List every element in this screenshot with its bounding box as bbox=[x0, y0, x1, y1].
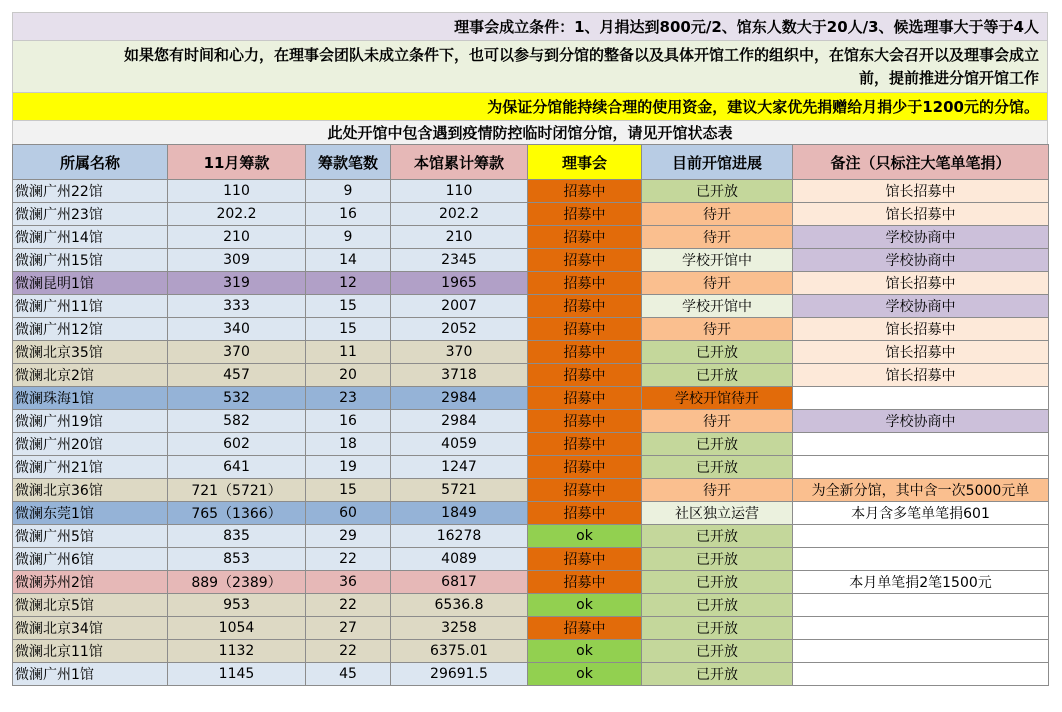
cell-cumulative-funds[interactable]: 4089 bbox=[391, 548, 528, 571]
cell-council-status[interactable]: 招募中 bbox=[528, 203, 642, 226]
cell-november-funds[interactable]: 1145 bbox=[168, 663, 306, 686]
cell-november-funds[interactable]: 765（1366） bbox=[168, 502, 306, 525]
cell-donation-count[interactable]: 27 bbox=[306, 617, 391, 640]
council-conditions-banner: 理事会成立条件：1、月捐达到800元/2、馆东人数大于20人/3、候选理事大于等于4人 bbox=[12, 12, 1048, 40]
cell-branch-name[interactable]: 微澜广州23馆 bbox=[13, 203, 168, 226]
cell-note[interactable]: 馆长招募中 bbox=[793, 341, 1049, 364]
header-notes[interactable]: 备注（只标注大笔单笔捐） bbox=[793, 145, 1049, 180]
cell-donation-count[interactable]: 22 bbox=[306, 548, 391, 571]
cell-branch-name[interactable]: 微澜广州21馆 bbox=[13, 456, 168, 479]
cell-note[interactable] bbox=[793, 617, 1049, 640]
table-row bbox=[13, 456, 1049, 479]
cell-donation-count[interactable]: 15 bbox=[306, 295, 391, 318]
cell-branch-name[interactable]: 微澜广州6馆 bbox=[13, 548, 168, 571]
table-row bbox=[13, 318, 1049, 341]
cell-cumulative-funds[interactable]: 2052 bbox=[391, 318, 528, 341]
table-row bbox=[13, 479, 1049, 502]
cell-cumulative-funds[interactable]: 1965 bbox=[391, 272, 528, 295]
cell-donation-count[interactable]: 14 bbox=[306, 249, 391, 272]
cell-donation-count[interactable]: 36 bbox=[306, 571, 391, 594]
spreadsheet bbox=[12, 12, 1048, 686]
cell-council-status[interactable]: ok bbox=[528, 594, 642, 617]
cell-note[interactable]: 馆长招募中 bbox=[793, 318, 1049, 341]
table-body bbox=[13, 180, 1049, 686]
cell-cumulative-funds[interactable]: 202.2 bbox=[391, 203, 528, 226]
cell-council-status[interactable]: 招募中 bbox=[528, 364, 642, 387]
cell-donation-count[interactable]: 12 bbox=[306, 272, 391, 295]
cell-note[interactable]: 本月单笔捐2笔1500元 bbox=[793, 571, 1049, 594]
cell-cumulative-funds[interactable]: 29691.5 bbox=[391, 663, 528, 686]
cell-november-funds[interactable]: 333 bbox=[168, 295, 306, 318]
cell-branch-name[interactable]: 微澜广州20馆 bbox=[13, 433, 168, 456]
cell-november-funds[interactable]: 835 bbox=[168, 525, 306, 548]
cell-branch-name[interactable]: 微澜珠海1馆 bbox=[13, 387, 168, 410]
cell-november-funds[interactable]: 202.2 bbox=[168, 203, 306, 226]
cell-cumulative-funds[interactable]: 2345 bbox=[391, 249, 528, 272]
cell-cumulative-funds[interactable]: 2007 bbox=[391, 295, 528, 318]
cell-opening-progress[interactable]: 已开放 bbox=[642, 548, 793, 571]
cell-note[interactable]: 馆长招募中 bbox=[793, 180, 1049, 203]
cell-donation-count[interactable]: 22 bbox=[306, 640, 391, 663]
header-november-funds[interactable]: 11月筹款 bbox=[168, 145, 306, 180]
cell-donation-count[interactable]: 29 bbox=[306, 525, 391, 548]
cell-note[interactable] bbox=[793, 663, 1049, 686]
table-row bbox=[13, 525, 1049, 548]
cell-council-status[interactable]: 招募中 bbox=[528, 433, 642, 456]
cell-council-status[interactable]: ok bbox=[528, 663, 642, 686]
cell-november-funds[interactable]: 457 bbox=[168, 364, 306, 387]
cell-council-status[interactable]: 招募中 bbox=[528, 341, 642, 364]
cell-note[interactable]: 馆长招募中 bbox=[793, 272, 1049, 295]
cell-note[interactable] bbox=[793, 456, 1049, 479]
cell-cumulative-funds[interactable]: 1849 bbox=[391, 502, 528, 525]
cell-branch-name[interactable]: 微澜苏州2馆 bbox=[13, 571, 168, 594]
cell-cumulative-funds[interactable]: 110 bbox=[391, 180, 528, 203]
cell-opening-progress[interactable]: 学校开馆中 bbox=[642, 249, 793, 272]
cell-note[interactable]: 馆长招募中 bbox=[793, 364, 1049, 387]
cell-opening-progress[interactable]: 学校开馆待开 bbox=[642, 387, 793, 410]
cell-donation-count[interactable]: 15 bbox=[306, 479, 391, 502]
cell-november-funds[interactable]: 1132 bbox=[168, 640, 306, 663]
cell-opening-progress[interactable]: 已开放 bbox=[642, 364, 793, 387]
cell-opening-progress[interactable]: 待开 bbox=[642, 226, 793, 249]
cell-cumulative-funds[interactable]: 6375.01 bbox=[391, 640, 528, 663]
cell-november-funds[interactable]: 853 bbox=[168, 548, 306, 571]
cell-donation-count[interactable]: 15 bbox=[306, 318, 391, 341]
cell-council-status[interactable]: ok bbox=[528, 525, 642, 548]
cell-november-funds[interactable]: 889（2389） bbox=[168, 571, 306, 594]
cell-branch-name[interactable]: 微澜广州11馆 bbox=[13, 295, 168, 318]
cell-opening-progress[interactable]: 已开放 bbox=[642, 456, 793, 479]
cell-donation-count[interactable]: 9 bbox=[306, 180, 391, 203]
advice-line-2: 前，提前推进分馆开馆工作 bbox=[858, 69, 1039, 87]
header-branch-name[interactable]: 所属名称 bbox=[13, 145, 168, 180]
advice-line-1: 如果您有时间和心力，在理事会团队未成立条件下，也可以参与到分馆的整备以及具体开馆工作的组织中，在馆东大会召开以及理事会成立 bbox=[123, 46, 1039, 64]
cell-council-status[interactable]: 招募中 bbox=[528, 479, 642, 502]
cell-opening-progress[interactable]: 已开放 bbox=[642, 571, 793, 594]
table-row bbox=[13, 203, 1049, 226]
donation-suggestion-banner: 为保证分馆能持续合理的使用资金，建议大家优先捐赠给月捐少于1200元的分馆。 bbox=[12, 92, 1048, 120]
cell-council-status[interactable]: 招募中 bbox=[528, 295, 642, 318]
table-row bbox=[13, 410, 1049, 433]
cell-branch-name[interactable]: 微澜广州22馆 bbox=[13, 180, 168, 203]
cell-cumulative-funds[interactable]: 210 bbox=[391, 226, 528, 249]
table-row bbox=[13, 663, 1049, 686]
cell-cumulative-funds[interactable]: 6536.8 bbox=[391, 594, 528, 617]
cell-note[interactable] bbox=[793, 433, 1049, 456]
cell-donation-count[interactable]: 11 bbox=[306, 341, 391, 364]
cell-note[interactable]: 本月含多笔单笔捐601 bbox=[793, 502, 1049, 525]
cell-cumulative-funds[interactable]: 2984 bbox=[391, 410, 528, 433]
cell-november-funds[interactable]: 953 bbox=[168, 594, 306, 617]
fundraising-table bbox=[12, 144, 1049, 686]
cell-branch-name[interactable]: 微澜广州19馆 bbox=[13, 410, 168, 433]
cell-november-funds[interactable]: 309 bbox=[168, 249, 306, 272]
cell-branch-name[interactable]: 微澜东莞1馆 bbox=[13, 502, 168, 525]
cell-donation-count[interactable]: 22 bbox=[306, 594, 391, 617]
cell-council-status[interactable]: 招募中 bbox=[528, 226, 642, 249]
table-row bbox=[13, 548, 1049, 571]
table-header-row bbox=[13, 145, 1049, 180]
cell-branch-name[interactable]: 微澜北京5馆 bbox=[13, 594, 168, 617]
cell-note[interactable] bbox=[793, 525, 1049, 548]
cell-november-funds[interactable]: 210 bbox=[168, 226, 306, 249]
cell-cumulative-funds[interactable]: 3258 bbox=[391, 617, 528, 640]
cell-november-funds[interactable]: 602 bbox=[168, 433, 306, 456]
cell-november-funds[interactable]: 1054 bbox=[168, 617, 306, 640]
cell-donation-count[interactable]: 23 bbox=[306, 387, 391, 410]
cell-cumulative-funds[interactable]: 1247 bbox=[391, 456, 528, 479]
cell-branch-name[interactable]: 微澜北京2馆 bbox=[13, 364, 168, 387]
cell-council-status[interactable]: 招募中 bbox=[528, 180, 642, 203]
cell-november-funds[interactable]: 532 bbox=[168, 387, 306, 410]
cell-opening-progress[interactable]: 待开 bbox=[642, 479, 793, 502]
cell-november-funds[interactable]: 319 bbox=[168, 272, 306, 295]
cell-cumulative-funds[interactable]: 6817 bbox=[391, 571, 528, 594]
table-row bbox=[13, 617, 1049, 640]
cell-note[interactable] bbox=[793, 594, 1049, 617]
cell-council-status[interactable]: 招募中 bbox=[528, 410, 642, 433]
cell-note[interactable] bbox=[793, 548, 1049, 571]
cell-opening-progress[interactable]: 待开 bbox=[642, 410, 793, 433]
cell-donation-count[interactable]: 20 bbox=[306, 364, 391, 387]
cell-cumulative-funds[interactable]: 3718 bbox=[391, 364, 528, 387]
cell-opening-progress[interactable]: 已开放 bbox=[642, 640, 793, 663]
cell-opening-progress[interactable]: 待开 bbox=[642, 272, 793, 295]
cell-branch-name[interactable]: 微澜北京35馆 bbox=[13, 341, 168, 364]
table-row bbox=[13, 180, 1049, 203]
header-council[interactable]: 理事会 bbox=[528, 145, 642, 180]
cell-branch-name[interactable]: 微澜广州5馆 bbox=[13, 525, 168, 548]
cell-november-funds[interactable]: 582 bbox=[168, 410, 306, 433]
cell-council-status[interactable]: 招募中 bbox=[528, 571, 642, 594]
cell-november-funds[interactable]: 110 bbox=[168, 180, 306, 203]
cell-note[interactable]: 学校协商中 bbox=[793, 295, 1049, 318]
cell-note[interactable]: 学校协商中 bbox=[793, 249, 1049, 272]
cell-cumulative-funds[interactable]: 4059 bbox=[391, 433, 528, 456]
cell-note[interactable] bbox=[793, 387, 1049, 410]
cell-opening-progress[interactable]: 待开 bbox=[642, 203, 793, 226]
table-row bbox=[13, 341, 1049, 364]
cell-council-status[interactable]: 招募中 bbox=[528, 387, 642, 410]
cell-branch-name[interactable]: 微澜北京36馆 bbox=[13, 479, 168, 502]
cell-cumulative-funds[interactable]: 370 bbox=[391, 341, 528, 364]
header-opening-progress[interactable]: 目前开馆进展 bbox=[642, 145, 793, 180]
cell-note[interactable]: 馆长招募中 bbox=[793, 203, 1049, 226]
cell-branch-name[interactable]: 微澜北京34馆 bbox=[13, 617, 168, 640]
cell-council-status[interactable]: 招募中 bbox=[528, 249, 642, 272]
table-row bbox=[13, 433, 1049, 456]
cell-note[interactable]: 为全新分馆，其中含一次5000元单 bbox=[793, 479, 1049, 502]
cell-opening-progress[interactable]: 已开放 bbox=[642, 525, 793, 548]
cell-donation-count[interactable]: 18 bbox=[306, 433, 391, 456]
cell-opening-progress[interactable]: 已开放 bbox=[642, 594, 793, 617]
cell-note[interactable]: 学校协商中 bbox=[793, 410, 1049, 433]
cell-council-status[interactable]: 招募中 bbox=[528, 272, 642, 295]
cell-branch-name[interactable]: 微澜广州15馆 bbox=[13, 249, 168, 272]
table-row bbox=[13, 387, 1049, 410]
cell-branch-name[interactable]: 微澜广州14馆 bbox=[13, 226, 168, 249]
table-row bbox=[13, 249, 1049, 272]
cell-opening-progress[interactable]: 已开放 bbox=[642, 341, 793, 364]
cell-opening-progress[interactable]: 学校开馆中 bbox=[642, 295, 793, 318]
header-donation-count[interactable]: 筹款笔数 bbox=[306, 145, 391, 180]
cell-council-status[interactable]: 招募中 bbox=[528, 318, 642, 341]
advice-banner bbox=[12, 40, 1048, 92]
cell-opening-progress[interactable]: 社区独立运营 bbox=[642, 502, 793, 525]
cell-november-funds[interactable]: 340 bbox=[168, 318, 306, 341]
cell-opening-progress[interactable]: 已开放 bbox=[642, 433, 793, 456]
cell-donation-count[interactable]: 60 bbox=[306, 502, 391, 525]
cell-cumulative-funds[interactable]: 16278 bbox=[391, 525, 528, 548]
cell-council-status[interactable]: 招募中 bbox=[528, 617, 642, 640]
table-row bbox=[13, 571, 1049, 594]
cell-cumulative-funds[interactable]: 2984 bbox=[391, 387, 528, 410]
cell-council-status[interactable]: 招募中 bbox=[528, 502, 642, 525]
table-row bbox=[13, 640, 1049, 663]
cell-opening-progress[interactable]: 已开放 bbox=[642, 663, 793, 686]
cell-note[interactable]: 学校协商中 bbox=[793, 226, 1049, 249]
table-row bbox=[13, 502, 1049, 525]
cell-note[interactable] bbox=[793, 640, 1049, 663]
cell-council-status[interactable]: 招募中 bbox=[528, 548, 642, 571]
cell-branch-name[interactable]: 微澜广州12馆 bbox=[13, 318, 168, 341]
cell-donation-count[interactable]: 19 bbox=[306, 456, 391, 479]
cell-november-funds[interactable]: 370 bbox=[168, 341, 306, 364]
cell-opening-progress[interactable]: 已开放 bbox=[642, 617, 793, 640]
cell-branch-name[interactable]: 微澜北京11馆 bbox=[13, 640, 168, 663]
cell-branch-name[interactable]: 微澜广州1馆 bbox=[13, 663, 168, 686]
cell-november-funds[interactable]: 721（5721） bbox=[168, 479, 306, 502]
epidemic-note-banner: 此处开馆中包含遇到疫情防控临时闭馆分馆，请见开馆状态表 bbox=[12, 120, 1048, 144]
cell-branch-name[interactable]: 微澜昆明1馆 bbox=[13, 272, 168, 295]
cell-opening-progress[interactable]: 待开 bbox=[642, 318, 793, 341]
cell-donation-count[interactable]: 16 bbox=[306, 203, 391, 226]
cell-council-status[interactable]: ok bbox=[528, 640, 642, 663]
cell-donation-count[interactable]: 45 bbox=[306, 663, 391, 686]
cell-donation-count[interactable]: 16 bbox=[306, 410, 391, 433]
table-row bbox=[13, 295, 1049, 318]
table-row bbox=[13, 594, 1049, 617]
cell-cumulative-funds[interactable]: 5721 bbox=[391, 479, 528, 502]
table-row bbox=[13, 272, 1049, 295]
table-row bbox=[13, 364, 1049, 387]
table-row bbox=[13, 226, 1049, 249]
cell-november-funds[interactable]: 641 bbox=[168, 456, 306, 479]
cell-donation-count[interactable]: 9 bbox=[306, 226, 391, 249]
cell-opening-progress[interactable]: 已开放 bbox=[642, 180, 793, 203]
header-cumulative-funds[interactable]: 本馆累计筹款 bbox=[391, 145, 528, 180]
cell-council-status[interactable]: 招募中 bbox=[528, 456, 642, 479]
